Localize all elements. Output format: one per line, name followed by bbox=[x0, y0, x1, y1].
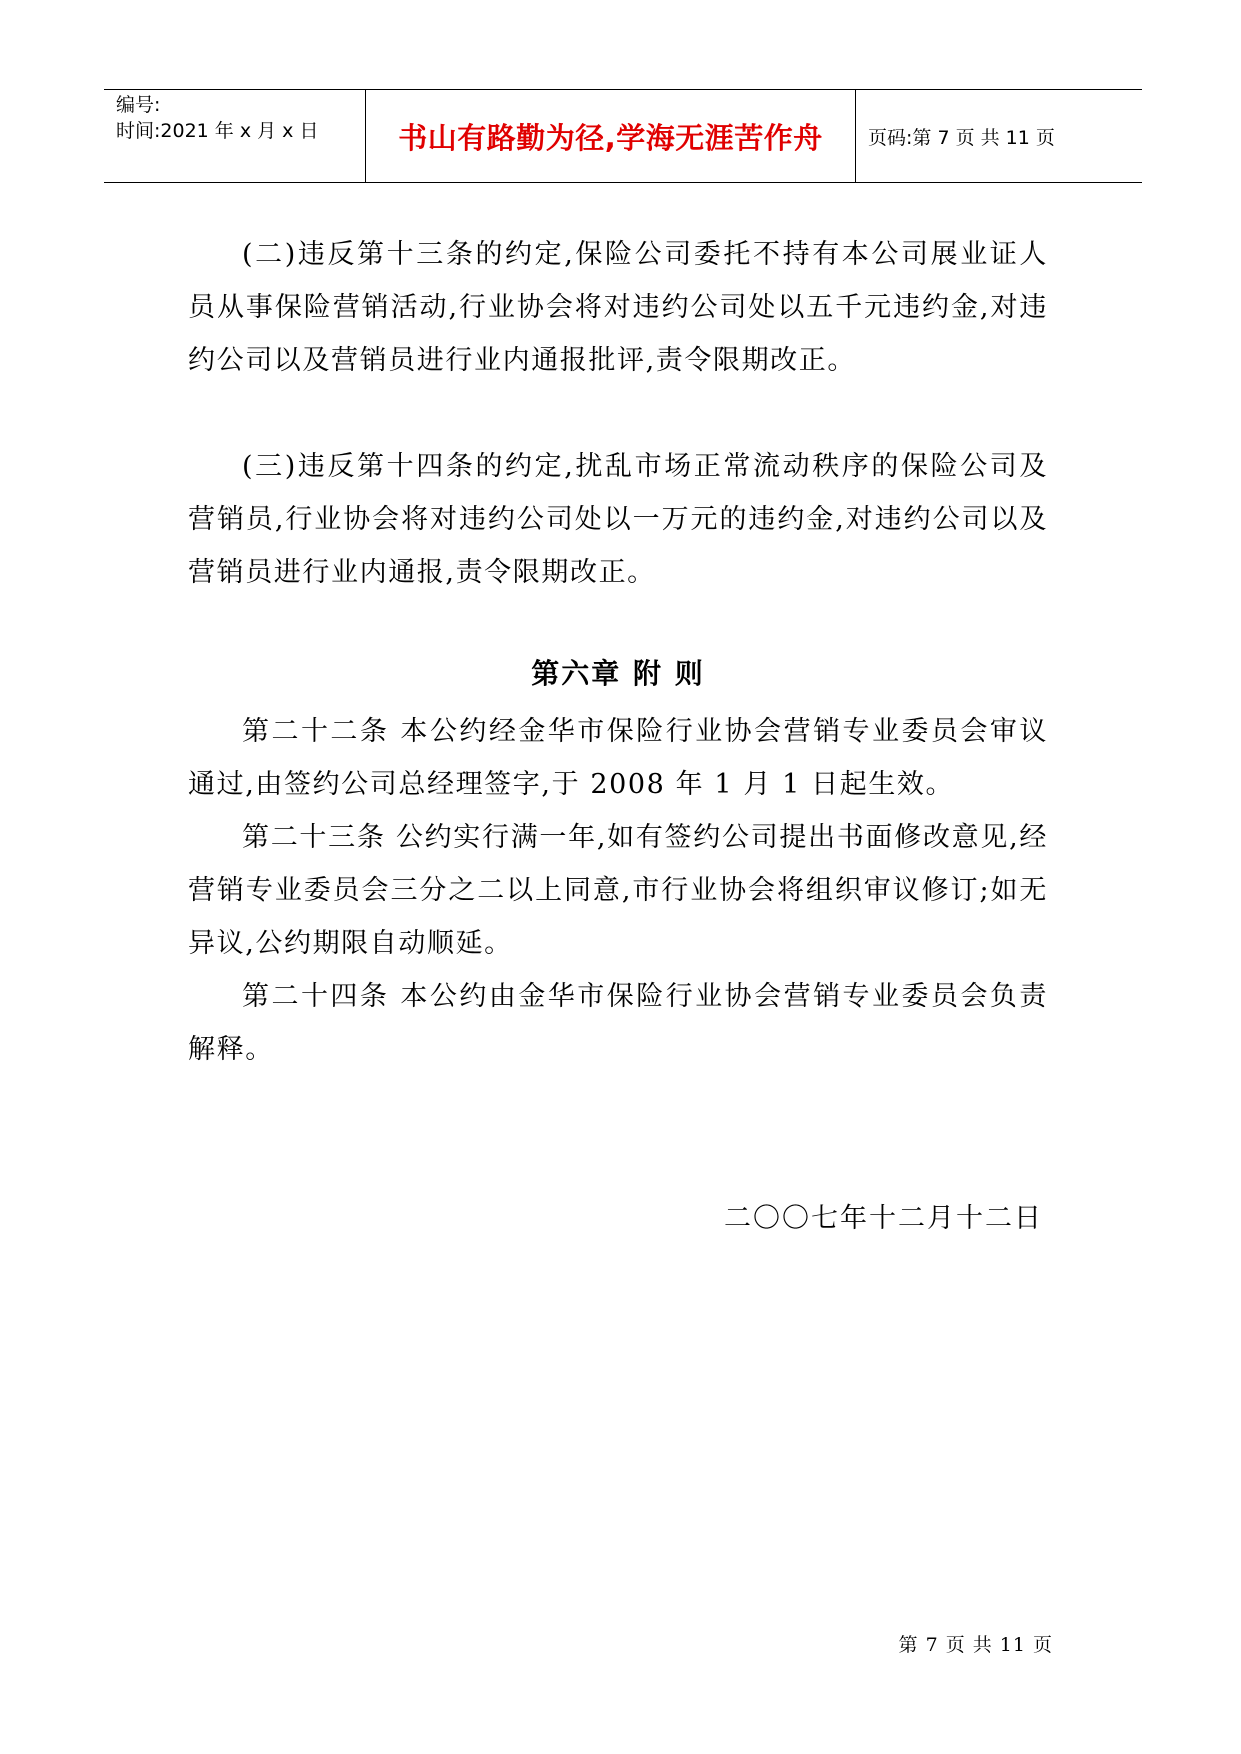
header-page-info: 页码:第 7 页 共 11 页 bbox=[868, 126, 1055, 149]
page-footer: 第 7 页 共 11 页 bbox=[898, 1634, 1053, 1656]
header-time-label: 时间:2021 年 x 月 x 日 bbox=[116, 120, 319, 142]
article-24: 第二十四条 本公约由金华市保险行业协会营销专业委员会负责解释。 bbox=[188, 981, 1048, 1065]
header-motto-cell bbox=[366, 90, 856, 182]
document-date: 二〇〇七年十二月十二日 bbox=[724, 1203, 1043, 1234]
article-22: 第二十二条 本公约经金华市保险行业协会营销专业委员会审议通过,由签约公司总经理签字,于 2008 年 1 月 1 日起生效。 bbox=[188, 716, 1048, 800]
chapter-title: 第六章 附 则 bbox=[531, 657, 705, 690]
header-number-label: 编号: bbox=[116, 94, 161, 116]
article-23: 第二十三条 公约实行满一年,如有签约公司提出书面修改意见,经营销专业委员会三分之二以上同意,市行业协会将组织审议修订;如无异议,公约期限自动顺延。 bbox=[188, 822, 1048, 959]
paragraph-item-3: (三)违反第十四条的约定,扰乱市场正常流动秩序的保险公司及营销员,行业协会将对违约公司处以一万元的违约金,对违约公司以及营销员进行业内通报,责令限期改正。 bbox=[188, 451, 1048, 588]
paragraph-item-2: (二)违反第十三条的约定,保险公司委托不持有本公司展业证人员从事保险营销活动,行业协会将对违约公司处以五千元违约金,对违约公司以及营销员进行业内通报批评,责令限期改正。 bbox=[188, 239, 1048, 376]
header-motto: 书山有路勤为径,学海无涯苦作舟 bbox=[398, 120, 823, 155]
header-meta bbox=[104, 90, 366, 182]
page-header bbox=[104, 89, 1142, 183]
